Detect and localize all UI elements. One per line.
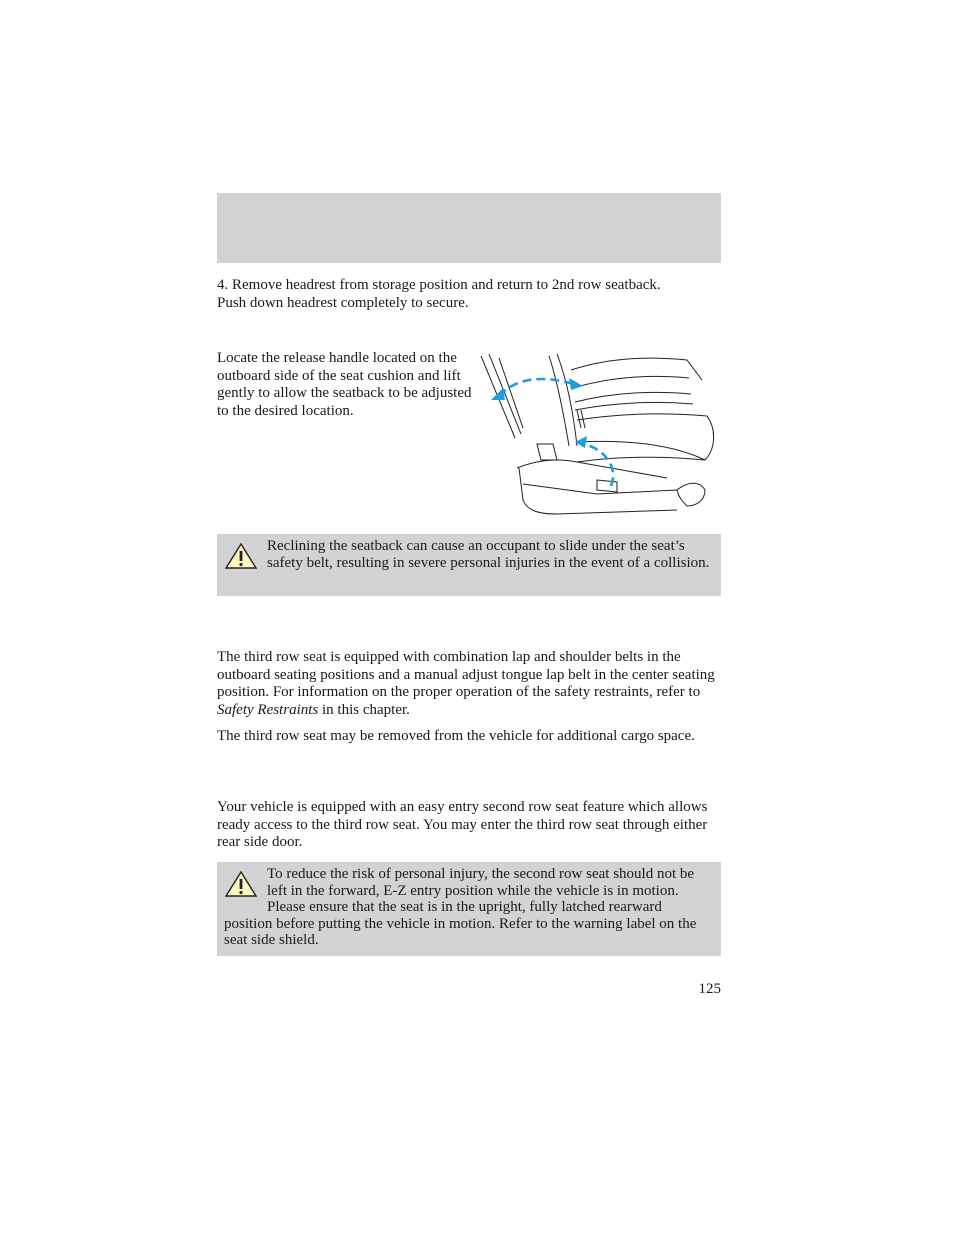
- warning-triangle-icon: [224, 542, 258, 570]
- safety-restraints-reference: Safety Restraints: [217, 701, 319, 718]
- recline-instructions: Locate the release handle located on the outboard side of the seat cushion and lift gently to allow the seatback to be adjusted to the desired location.: [217, 350, 472, 419]
- warning-box-easy-entry: [217, 862, 721, 956]
- easy-entry-paragraph: Your vehicle is equipped with an easy entry second row seat feature which allows ready access to the third row seat. You may enter the third row seat through either rear side door.: [217, 799, 708, 850]
- third-row-paragraph-2: The third row seat may be removed from the vehicle for additional cargo space.: [217, 728, 695, 744]
- warning-text-easy-entry: To reduce the risk of personal injury, the second row seat should not be left in the forward, E-Z entry position while the vehicle is in motion. Please ensure that the seat is in the upright, fully latched rearward position before putting the vehicle in motion. Refer to the warning label on the seat side shield.: [224, 866, 697, 948]
- page-number: 125: [698, 981, 721, 997]
- warning-text-recline: Reclining the seatback can cause an occupant to slide under the seat’s safety belt, resulting in severe personal injuries in the event of a collision.: [267, 538, 710, 571]
- third-row-text-a: The third row seat is equipped with combination lap and shoulder belts in the outboard seating positions and a manual adjust tongue lap belt in the center seating position. For information on the proper operation of the safety restraints, refer to: [217, 649, 715, 700]
- step-4-text: 4. Remove headrest from storage position and return to 2nd row seatback. Push down headrest completely to secure.: [217, 277, 661, 311]
- warning-box-recline: [217, 534, 721, 596]
- third-row-text-b: in this chapter.: [318, 701, 410, 718]
- seat-recline-illustration: [477, 350, 720, 516]
- section-header-bar: [217, 193, 721, 263]
- third-row-paragraph-1: [217, 649, 721, 719]
- warning-triangle-icon: [224, 870, 258, 898]
